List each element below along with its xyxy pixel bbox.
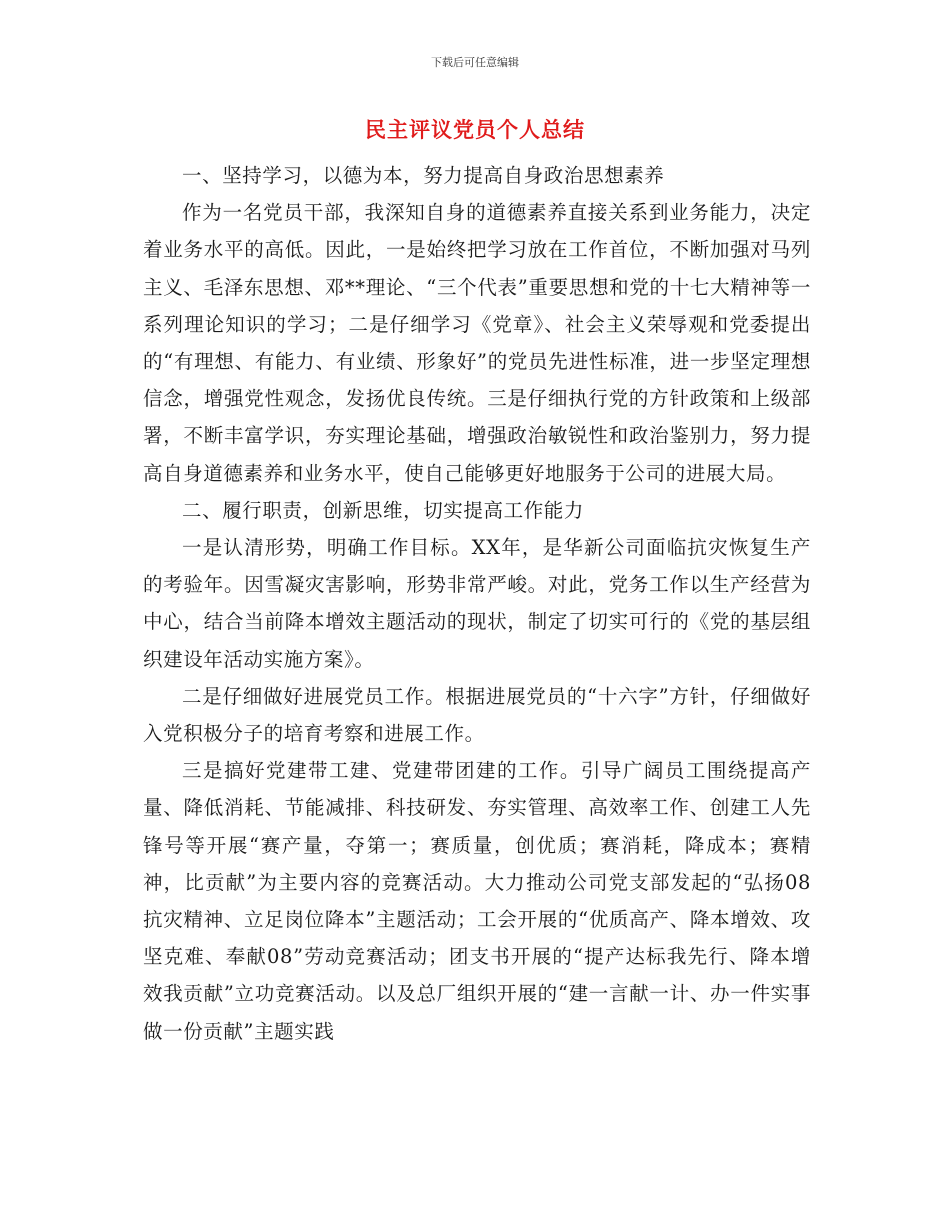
body-paragraph: 作为一名党员干部，我深知自身的道德素养直接关系到业务能力，决定着业务水平的高低。因此，一是始终把学习放在工作首位，不断加强对马列主义、毛泽东思想、邓**理论、“三个代表”重要思想和党的十七大精神等一系列理论知识的学习；二是仔细学习《党章》、社会主义荣辱观和党委提出的“有理想、有能力、有业绩、形象好”的党员先进性标准，进一步坚定理想信念，增强党性观念，发扬优良传统。三是仔细执行党的方针政策和上级部署，不断丰富学识，夯实理论基础，增强政治敏锐性和政治鉴别力，努力提高自身道德素养和业务水平，使自己能够更好地服务于公司的进展大局。 <box>143 201 811 485</box>
body-paragraph: 三是搞好党建带工建、党建带团建的工作。引导广阔员工围绕提高产量、降低消耗、节能减排、科技研发、夯实管理、高效率工作、创建工人先锋号等开展“赛产量，夺第一；赛质量，创优质；赛消耗，降成本；赛精神，比贡献”为主要内容的竞赛活动。大力推动公司党支部发起的“弘扬08抗灾精神、立足岗位降本”主题活动；工会开展的“优质高产、降本增效、攻坚克难、奉献08”劳动竞赛活动；团支书开展的“提产达标我先行、降本增效我贡献”立功竞赛活动。以及总厂组织开展的“建一言献一计、办一件实事做一份贡献”主题实践 <box>143 759 811 1043</box>
header-note: 下载后可任意编辑 <box>431 56 519 69</box>
document-title: 民主评议党员个人总结 <box>365 118 585 142</box>
body-paragraph: 一是认清形势，明确工作目标。XX年，是华新公司面临抗灾恢复生产的考验年。因雪凝灾害影响，形势非常严峻。对此，党务工作以生产经营为中心，结合当前降本增效主题活动的现状，制定了切实可行的《党的基层组织建设年活动实施方案》。 <box>143 536 811 671</box>
section-heading-1: 一、坚持学习，以德为本，努力提高自身政治思想素养 <box>182 164 665 187</box>
section-heading-2: 二、履行职责，创新思维，切实提高工作能力 <box>182 498 585 522</box>
body-paragraph: 二是仔细做好进展党员工作。根据进展党员的“十六字”方针，仔细做好入党积极分子的培育考察和进展工作。 <box>143 684 811 746</box>
document-body <box>143 157 811 1050</box>
